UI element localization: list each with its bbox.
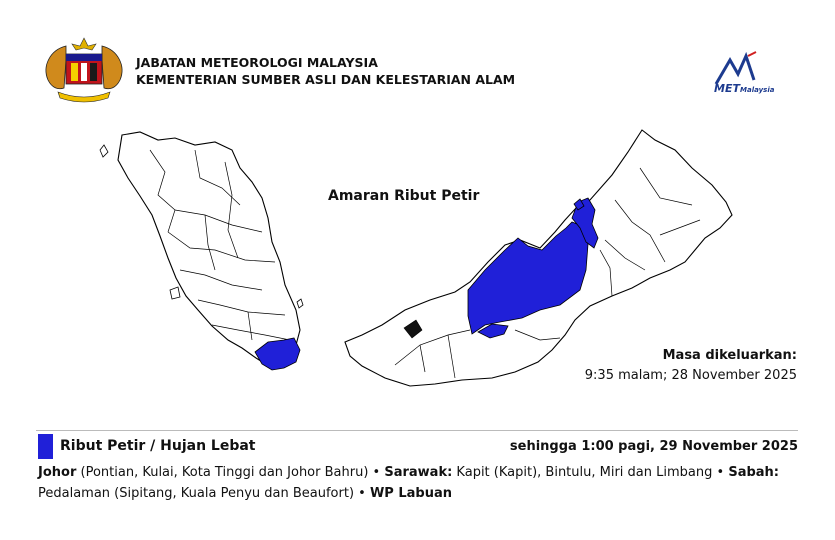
penang-island — [170, 287, 180, 299]
header — [36, 36, 816, 104]
area-state: Sarawak: — [384, 465, 453, 480]
area-separator: • — [372, 465, 381, 480]
met-malaysia-logo — [708, 50, 798, 94]
area-separator: • — [358, 485, 366, 501]
area-state: WP Labuan — [369, 485, 453, 501]
coat-of-arms-icon — [36, 36, 132, 104]
area-detail: Kapit (Kapit), Bintulu, Miri dan Limbang — [452, 465, 717, 480]
met-logo-main: MET — [714, 82, 740, 94]
issued-label: Masa dikeluarkan: — [662, 348, 797, 363]
agency-name — [136, 54, 515, 88]
area-state: Johor — [38, 465, 77, 480]
met-logo-sub: Malaysia — [740, 86, 775, 94]
area-separator: • — [716, 465, 725, 480]
warning-type-label: Ribut Petir / Hujan Lebat — [60, 438, 256, 454]
area-state: Sabah: — [728, 465, 779, 480]
issued-time-block — [585, 346, 797, 386]
warning-color-swatch — [38, 434, 53, 459]
area-detail: Pedalaman (Sipitang, Kuala Penyu dan Beaufort) — [38, 485, 359, 501]
valid-until-label: sehingga 1:00 pagi, 29 November 2025 — [509, 439, 798, 454]
legend-row — [38, 432, 798, 460]
affected-areas-text — [38, 463, 798, 504]
divider — [36, 430, 798, 431]
tioman-island — [297, 299, 303, 308]
map-title: Amaran Ribut Petir — [328, 188, 480, 204]
agency-line-1: JABATAN METEOROLOGI MALAYSIA — [136, 55, 378, 70]
issued-time: 9:35 malam; 28 November 2025 — [584, 368, 797, 383]
langkawi-island — [100, 145, 108, 157]
peninsular-malaysia — [100, 132, 303, 370]
peninsula-outline — [118, 132, 300, 368]
area-detail: (Pontian, Kulai, Kota Tinggi dan Johor Bahru) — [76, 465, 373, 480]
agency-line-2: KEMENTERIAN SUMBER ASLI DAN KELESTARIAN ALAM — [136, 72, 516, 87]
